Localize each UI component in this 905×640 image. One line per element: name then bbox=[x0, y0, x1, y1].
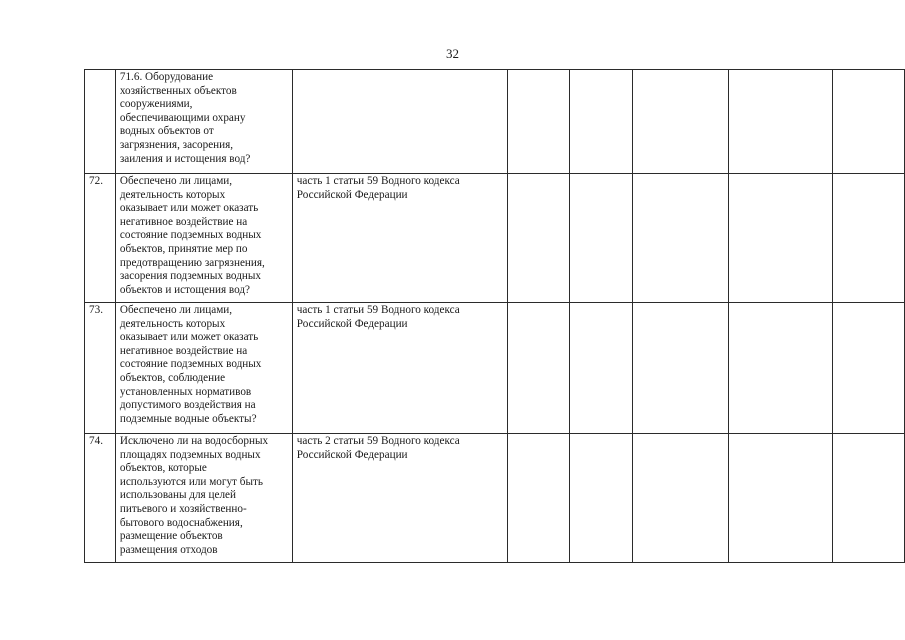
legal-reference-cell bbox=[292, 303, 508, 434]
legal-reference-cell bbox=[292, 70, 508, 174]
answer-cell-1 bbox=[508, 174, 570, 303]
question-cell bbox=[115, 434, 292, 563]
question-cell bbox=[115, 303, 292, 434]
row-number-cell bbox=[85, 174, 116, 303]
legal-reference-text: часть 1 статьи 59 Водного кодекса Российской Федерации bbox=[296, 304, 460, 330]
legal-reference-text: часть 1 статьи 59 Водного кодекса Российской Федерации bbox=[296, 175, 460, 201]
answer-cell-3 bbox=[632, 303, 729, 434]
answer-cell-3 bbox=[632, 70, 729, 174]
row-number-cell bbox=[85, 434, 116, 563]
answer-cell-3 bbox=[632, 174, 729, 303]
legal-reference-text: часть 2 статьи 59 Водного кодекса Российской Федерации bbox=[296, 435, 460, 461]
page-number: 32 bbox=[446, 46, 459, 61]
note-cell bbox=[833, 174, 905, 303]
answer-cell-4 bbox=[729, 434, 833, 563]
row-number-cell bbox=[85, 70, 116, 174]
table-row bbox=[85, 303, 905, 434]
row-number-cell bbox=[85, 303, 116, 434]
question-text: Обеспечено ли лицами, деятельность которых оказывает или может оказать негативное воздействие на состояние подземных водных объектов, соблюдение установленных нормативов допустимого воздействия на подземные водные объекты? bbox=[119, 304, 262, 425]
legal-reference-cell bbox=[292, 174, 508, 303]
answer-cell-1 bbox=[508, 70, 570, 174]
question-text: Исключено ли на водосборных площадях подземных водных объектов, которые используются или могут быть использованы для целей питьевого и хозяйственно- бытового водоснабжения, размещение объектов размещения отходов bbox=[119, 435, 269, 556]
legal-reference-cell bbox=[292, 434, 508, 563]
checklist-table bbox=[84, 69, 905, 563]
question-text: 71.6. Оборудование хозяйственных объектов сооружениями, обеспечивающими охрану водных объектов от загрязнения, засорения, заиления и истощения вод? bbox=[119, 71, 251, 165]
table-row bbox=[85, 174, 905, 303]
answer-cell-2 bbox=[570, 434, 632, 563]
answer-cell-4 bbox=[729, 303, 833, 434]
answer-cell-4 bbox=[729, 70, 833, 174]
answer-cell-1 bbox=[508, 434, 570, 563]
row-number: 73. bbox=[89, 304, 103, 316]
table-row bbox=[85, 434, 905, 563]
answer-cell-2 bbox=[570, 70, 632, 174]
note-cell bbox=[833, 303, 905, 434]
answer-cell-1 bbox=[508, 303, 570, 434]
row-number: 74. bbox=[89, 435, 103, 447]
note-cell bbox=[833, 434, 905, 563]
row-number: 72. bbox=[89, 175, 103, 187]
answer-cell-4 bbox=[729, 174, 833, 303]
question-text: Обеспечено ли лицами, деятельность которых оказывает или может оказать негативное воздействие на состояние подземных водных объектов, принятие мер по предотвращению загрязнения, засорения подземных водных объектов и истощения вод? bbox=[119, 175, 265, 296]
answer-cell-2 bbox=[570, 303, 632, 434]
table-row bbox=[85, 70, 905, 174]
question-cell bbox=[115, 70, 292, 174]
answer-cell-3 bbox=[632, 434, 729, 563]
answer-cell-2 bbox=[570, 174, 632, 303]
question-cell bbox=[115, 174, 292, 303]
note-cell bbox=[833, 70, 905, 174]
